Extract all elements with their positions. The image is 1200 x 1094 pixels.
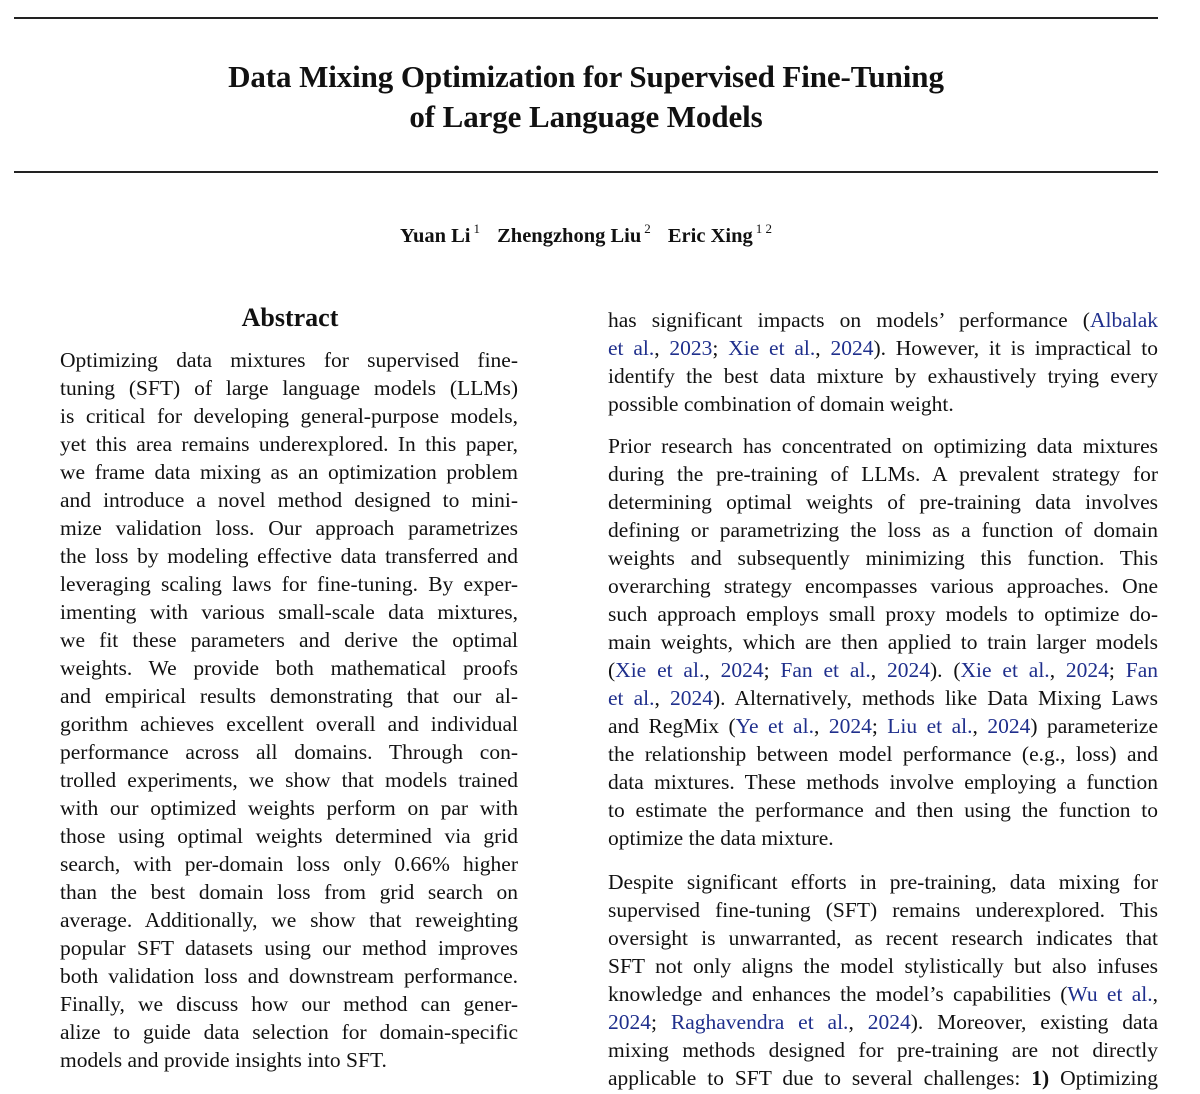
text-line: defining or parametrizing the loss as a function of domain [608, 518, 1158, 542]
abstract-line: alize to guide data selection for domain-specific [60, 1020, 518, 1044]
citation-link[interactable]: 2024 [987, 714, 1031, 738]
citation-link[interactable]: Wu et al. [1067, 982, 1153, 1006]
author-2: Zhengzhong Liu $^2$ [497, 221, 651, 247]
citation-link[interactable]: Xie et al. [960, 658, 1050, 682]
bottom-rule [14, 171, 1158, 173]
author-3: Eric Xing $^{1 2}$ [667, 221, 772, 247]
abstract-line: popular SFT datasets using our method improves [60, 936, 518, 960]
text-line: weights and subsequently minimizing this function. This [608, 546, 1158, 570]
abstract-line: performance across all domains. Through con- [60, 740, 518, 764]
abstract-line: and introduce a novel method designed to mini- [60, 488, 518, 512]
author-1: Yuan Li $^1$ [400, 221, 480, 247]
abstract-line: than the best domain loss from grid search on [60, 880, 518, 904]
citation-link[interactable]: 2024 [828, 714, 872, 738]
abstract-line: average. Additionally, we show that reweighting [60, 908, 518, 932]
text-line: such approach employs small proxy models to optimize do- [608, 602, 1158, 626]
citation-link[interactable]: et al. [608, 336, 655, 360]
citation-link[interactable]: Xie et al. [728, 336, 816, 360]
citation-link[interactable]: Albalak [1089, 308, 1158, 332]
citation-link[interactable]: 2023 [669, 336, 713, 360]
abstract-line: is critical for developing general-purpose models, [60, 404, 518, 428]
abstract-line: leveraging scaling laws for fine-tuning. By exper- [60, 572, 518, 596]
text-line: Prior research has concentrated on optimizing data mixtures [608, 434, 1158, 458]
citation-link[interactable]: Raghavendra et al. [670, 1010, 849, 1034]
abstract-line: mize validation loss. Our approach parametrizes [60, 516, 518, 540]
abstract-line: models and provide insights into SFT. [60, 1048, 387, 1072]
abstract-line: tuning (SFT) of large language models (LLMs) [60, 376, 518, 400]
abstract-line: gorithm achieves excellent overall and individual [60, 712, 518, 736]
text-line: the relationship between model performance (e.g., loss) and [608, 742, 1158, 766]
text-line: SFT not only aligns the model stylistically but also infuses [608, 954, 1158, 978]
abstract-line: Finally, we discuss how our method can gener- [60, 992, 518, 1016]
citation-link[interactable]: Fan et al. [780, 658, 871, 682]
text-line: applicable to SFT due to several challenges: 1) Optimizing [608, 1066, 1159, 1090]
citation-link[interactable]: 2024 [720, 658, 764, 682]
abstract-line: the loss by modeling effective data transferred and [60, 544, 518, 568]
text-line: overarching strategy encompasses various approaches. One [608, 574, 1158, 598]
abstract-line: those using optimal weights determined via grid [60, 824, 518, 848]
abstract-line: weights. We provide both mathematical proofs [60, 656, 518, 680]
citation-link[interactable]: 2024 [886, 658, 930, 682]
text-line: (Xie et al., 2024; Fan et al., 2024). (Xie et al., 2024; Fan [608, 658, 1158, 682]
citation-link[interactable]: 2024 [830, 336, 874, 360]
author-affiliation: 1 [473, 221, 480, 236]
text-line: knowledge and enhances the model’s capabilities (Wu et al., [608, 982, 1158, 1006]
abstract-line: we frame data mixing as an optimization problem [60, 460, 518, 484]
text-line: identify the best data mixture by exhaustively trying every [608, 364, 1158, 388]
paper-title-line-1: Data Mixing Optimization for Supervised Fine-Tuning [228, 59, 944, 94]
text-line: data mixtures. These methods involve employing a function [608, 770, 1158, 794]
abstract-line: we fit these parameters and derive the optimal [60, 628, 518, 652]
text-line: et al., 2023; Xie et al., 2024). However, it is impractical to [608, 336, 1159, 360]
text-line: 2024; Raghavendra et al., 2024). Moreover, existing data [608, 1010, 1159, 1034]
text-line: oversight is unwarranted, as recent research indicates that [608, 926, 1158, 950]
text-line: mixing methods designed for pre-training are not directly [608, 1038, 1158, 1062]
text-line: determining optimal weights of pre-training data involves [608, 490, 1158, 514]
abstract-line: Optimizing data mixtures for supervised fine- [60, 348, 518, 372]
text-line: main weights, which are then applied to train larger models [608, 630, 1158, 654]
citation-link[interactable]: 2024 [608, 1010, 651, 1034]
text-line: and RegMix (Ye et al., 2024; Liu et al., 2024) parameterize [608, 714, 1159, 738]
top-rule [14, 17, 1158, 19]
citation-link[interactable]: Fan [1125, 658, 1158, 682]
citation-link[interactable]: et al. [608, 686, 655, 710]
abstract-line: yet this area remains underexplored. In this paper, [60, 432, 518, 456]
author-affiliation: 1 2 [755, 221, 772, 236]
text-line: Despite significant efforts in pre-training, data mixing for [608, 870, 1158, 894]
citation-link[interactable]: 2024 [1065, 658, 1109, 682]
citation-link[interactable]: 2024 [670, 686, 714, 710]
citation-link[interactable]: Ye et al. [735, 714, 814, 738]
text-line: possible combination of domain weight. [608, 392, 954, 416]
citation-link[interactable]: Xie et al. [615, 658, 705, 682]
author-list [0, 222, 1172, 250]
abstract-line: both validation loss and downstream performance. [60, 964, 518, 988]
citation-link[interactable]: Liu et al. [887, 714, 973, 738]
abstract-heading: Abstract [241, 303, 339, 332]
text-line: optimize the data mixture. [608, 826, 834, 850]
abstract-line: and empirical results demonstrating that our al- [60, 684, 518, 708]
abstract-line: trolled experiments, we show that models trained [60, 768, 518, 792]
text-line: supervised fine-tuning (SFT) remains underexplored. This [608, 898, 1158, 922]
citation-link[interactable]: 2024 [867, 1010, 911, 1034]
abstract-line: with our optimized weights perform on par with [60, 796, 518, 820]
text-line: et al., 2024). Alternatively, methods like Data Mixing Laws [608, 686, 1158, 710]
text-line: has significant impacts on models’ performance (Albalak [608, 308, 1158, 332]
abstract-line: imenting with various small-scale data mixtures, [60, 600, 518, 624]
author-affiliation: 2 [644, 221, 651, 236]
text-line: to estimate the performance and then using the function to [608, 798, 1158, 822]
text-line: during the pre-training of LLMs. A prevalent strategy for [608, 462, 1158, 486]
paper-title-line-2: of Large Language Models [409, 99, 763, 134]
abstract-line: search, with per-domain loss only 0.66% higher [60, 852, 518, 876]
